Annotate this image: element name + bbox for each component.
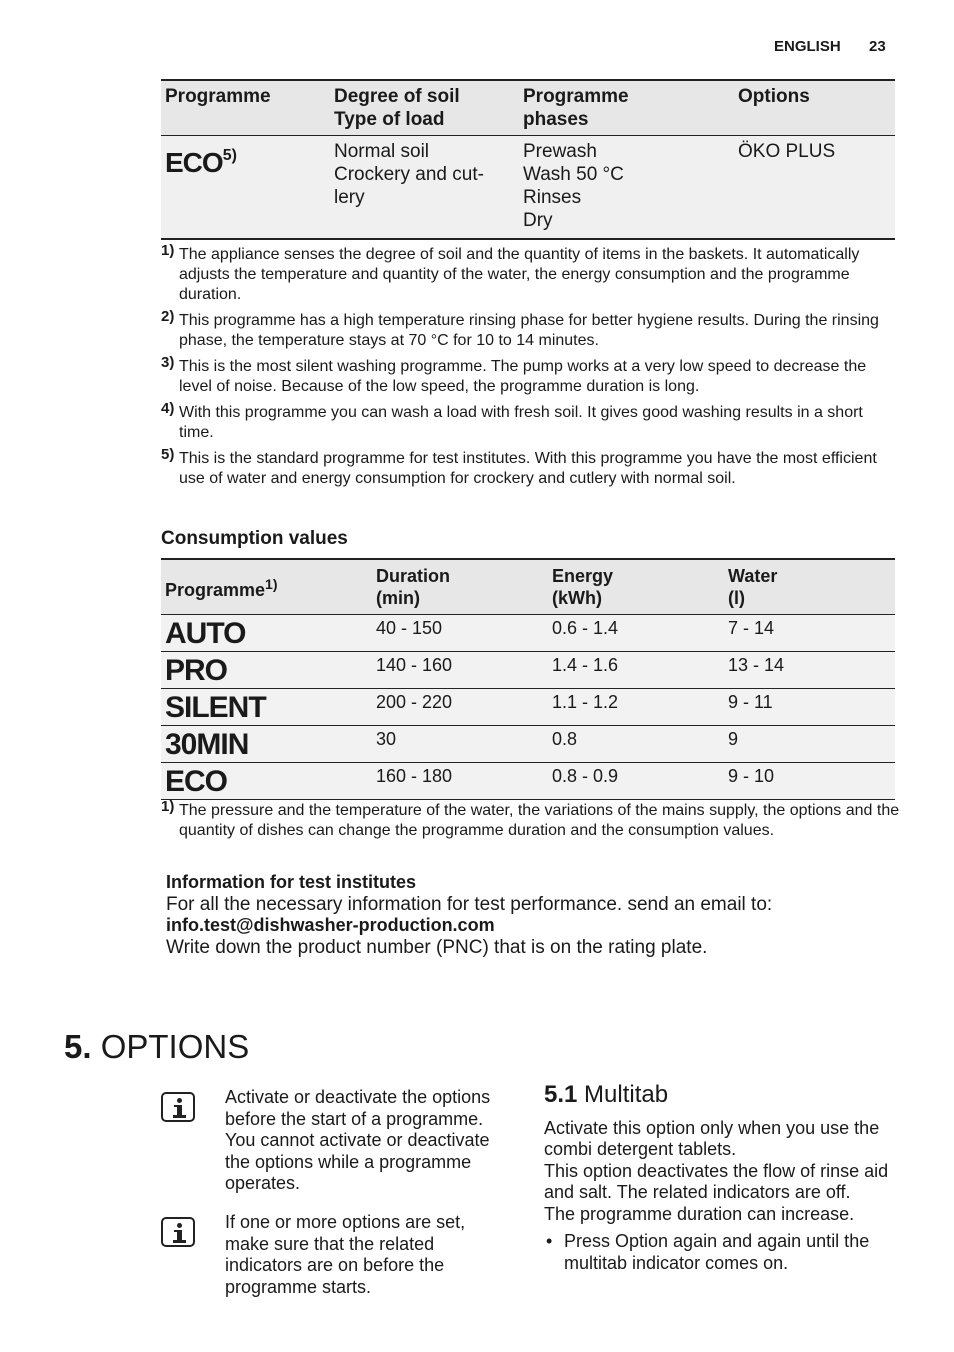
header-phases: Programme phases xyxy=(519,80,734,136)
footnote-number: 1) xyxy=(161,242,175,259)
test-info-line: For all the necessary information for test performance. send an email to: xyxy=(166,893,773,915)
soil-line: lery xyxy=(334,187,365,208)
test-info-line: Write down the product number (PNC) that is on the rating plate. xyxy=(166,936,708,958)
footnote xyxy=(161,446,901,489)
programme-name: ECO xyxy=(165,147,223,178)
consumption-footnote xyxy=(161,798,901,841)
programme-table xyxy=(161,79,895,240)
options-cell: ÖKO PLUS xyxy=(734,136,895,240)
header-duration: Duration (min) xyxy=(372,559,548,615)
programme-table-header xyxy=(161,80,895,136)
info-note-text: If one or more options are set, make sure that the related indicators are on before the programme starts. xyxy=(225,1212,466,1297)
footnote xyxy=(161,242,901,305)
footnote-number: 3) xyxy=(161,354,175,371)
water-cell: 13 - 14 xyxy=(724,652,895,689)
header-water: Water (l) xyxy=(724,559,895,615)
test-info xyxy=(166,872,886,958)
energy-cell: 1.4 - 1.6 xyxy=(548,652,724,689)
programme-name: SILENT xyxy=(161,689,372,726)
test-info-email: info.test@dishwasher-production.com xyxy=(166,915,495,935)
section-heading xyxy=(64,1028,249,1066)
info-note xyxy=(161,1087,506,1197)
phase-line: Rinses xyxy=(523,187,582,208)
water-cell: 9 - 11 xyxy=(724,689,895,726)
duration-cell: 200 - 220 xyxy=(372,689,548,726)
phase-line: Dry xyxy=(523,210,553,231)
footnote-number: 1) xyxy=(161,798,175,815)
programme-note: 5) xyxy=(222,147,237,164)
programme-name: AUTO xyxy=(161,615,372,652)
phase-line: Prewash xyxy=(523,141,597,162)
footnote-text: This programme has a high temperature rinsing phase for better hygiene results. During the rinsing phase, the temperature stays at 70 °C for 10 to 14 minutes. xyxy=(179,312,879,349)
table-row xyxy=(161,763,895,800)
energy-cell: 1.1 - 1.2 xyxy=(548,689,724,726)
consumption-table xyxy=(161,558,895,800)
programme-name: ECO xyxy=(161,763,372,800)
header-programme: Programme xyxy=(161,80,330,136)
soil-line: Crockery and cut- xyxy=(334,164,484,185)
header-soil: Degree of soil Type of load xyxy=(330,80,519,136)
header-programme xyxy=(161,559,372,615)
info-note-text: Activate or deactivate the options before the start of a programme. You cannot activate or deactivate the options while a programme operates. xyxy=(225,1087,491,1193)
header-language: ENGLISH xyxy=(774,38,841,55)
multitab-bullet: • Press Option again and again until the multitab indicator comes on. xyxy=(544,1231,904,1274)
duration-cell: 30 xyxy=(372,726,548,763)
page-number: 23 xyxy=(869,38,886,55)
water-cell: 9 - 10 xyxy=(724,763,895,800)
energy-cell: 0.6 - 1.4 xyxy=(548,615,724,652)
table-row xyxy=(161,615,895,652)
programme-name: 30MIN xyxy=(161,726,372,763)
multitab-number: 5.1 xyxy=(544,1081,578,1108)
footnote xyxy=(161,400,901,443)
footnote-text: This is the standard programme for test institutes. With this programme you have the most efficient use of water and energy consumption for crockery and cutlery with normal soil. xyxy=(179,450,877,487)
footnote xyxy=(161,354,901,397)
table-row xyxy=(161,652,895,689)
water-cell: 9 xyxy=(724,726,895,763)
test-info-title: Information for test institutes xyxy=(166,872,417,892)
footnote-text: The appliance senses the degree of soil and the quantity of items in the baskets. It automatically adjusts the temperature and quantity of the water, the energy consumption and the programme duration. xyxy=(179,246,860,303)
energy-cell: 0.8 - 0.9 xyxy=(548,763,724,800)
footnote xyxy=(161,308,901,351)
multitab-paragraph: This option deactivates the flow of rinse aid and salt. The related indicators are off. xyxy=(544,1160,889,1202)
programme-cell xyxy=(161,136,330,240)
phases-cell xyxy=(519,136,734,240)
footnote-number: 2) xyxy=(161,308,175,325)
phase-line: Wash 50 °C xyxy=(523,164,624,185)
consumption-title: Consumption values xyxy=(161,528,348,549)
multitab-paragraph: The programme duration can increase. xyxy=(544,1203,855,1224)
header-programme-label: Programme xyxy=(165,580,266,600)
water-cell: 7 - 14 xyxy=(724,615,895,652)
info-icon xyxy=(161,1217,195,1247)
footnote-text: With this programme you can wash a load with fresh soil. It gives good washing results in a short time. xyxy=(179,404,863,441)
header-options: Options xyxy=(734,80,895,136)
energy-cell: 0.8 xyxy=(548,726,724,763)
soil-line: Normal soil xyxy=(334,141,430,162)
multitab-paragraph: Activate this option only when you use the combi detergent tablets. xyxy=(544,1117,880,1159)
info-note xyxy=(161,1212,506,1302)
consumption-table-header xyxy=(161,559,895,615)
footnote-text: The pressure and the temperature of the water, the variations of the mains supply, the options and the quantity of dishes can change the programme duration and the consumption values. xyxy=(179,802,900,839)
duration-cell: 140 - 160 xyxy=(372,652,548,689)
duration-cell: 160 - 180 xyxy=(372,763,548,800)
header-energy: Energy (kWh) xyxy=(548,559,724,615)
table-row xyxy=(161,136,895,240)
header-programme-note: 1) xyxy=(265,576,278,592)
table-row xyxy=(161,726,895,763)
soil-cell xyxy=(330,136,519,240)
section-number: 5. xyxy=(64,1028,92,1065)
multitab-heading xyxy=(544,1081,904,1108)
footnote-text: This is the most silent washing programme. The pump works at a very low speed to decrease the level of noise. Because of the low speed, the programme duration is long. xyxy=(179,358,867,395)
footnote-number: 5) xyxy=(161,446,175,463)
section-title: OPTIONS xyxy=(100,1028,250,1065)
duration-cell: 40 - 150 xyxy=(372,615,548,652)
table-row xyxy=(161,689,895,726)
multitab-section xyxy=(544,1081,904,1274)
programme-name: PRO xyxy=(161,652,372,689)
info-icon xyxy=(161,1092,195,1122)
footnote-number: 4) xyxy=(161,400,175,417)
multitab-title: Multitab xyxy=(584,1081,669,1108)
